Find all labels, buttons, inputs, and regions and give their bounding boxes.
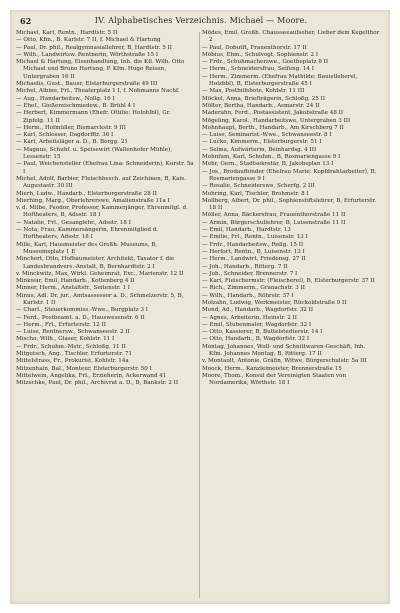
directory-entry: — Agnes, Arbeiterin, Heinstr. 2 II	[202, 314, 297, 321]
directory-entry: — Paul, Weichensteller (Ehefrau Lina: Schneiderin), Kurstr. 5a I	[16, 161, 194, 175]
directory-entry: — Emilie, Frl., Rentn., Luisenstr. 13 I	[202, 234, 308, 241]
directory-entry: Michel, Albine, Frl., Theaterplatz 1 I, f. Nohmanns Nachf.	[16, 88, 180, 95]
directory-entry: Mitzschke, Paul, Dr. phil., Archivrat a. D., B, Bankstr. 2 II	[16, 380, 179, 387]
directory-entry: — Emil, Handarb., Hardtstr. 13	[202, 227, 291, 234]
directory-entry: Mohnfum, Karl, Schuhm., B, Rosmariengasse 9 I	[202, 154, 341, 161]
directory-entry: Mohring, Karl, Tischler, Brohmstr. 8 I	[202, 190, 309, 197]
directory-entry: v. Minckwitz, Max, Wirkl. Geheimrat, Exc., Marienstr. 12 II	[16, 270, 184, 277]
directory-entry: — Paul, Dr. phil., Realgymnasiallehrer, B, Hardtstr. 5 II	[16, 44, 172, 51]
directory-entry: — Luise, Seminarist.-Wwe., Schwanseestr. 8 I	[202, 132, 332, 139]
directory-entry: Mierhing, Marg., Oberlehrerswe, Amalienstraße 11a I	[16, 197, 170, 204]
directory-entry: — Luise, Rentnersw., Schwanseestr. 2 II	[16, 329, 130, 336]
directory-entry: Mischo, Wilh., Glaser, Kohlstr. 11 I	[16, 336, 115, 343]
directory-entry: Mödes, Emil, Großh. Chausseeaufseher, Lieber dem Kegelthor 2	[202, 30, 380, 44]
directory-entry: — Frdr., Schuhmacherswe., Goetheplatz 8 II	[202, 59, 329, 66]
directory-entry: — Max, Postbilfsbote, Kohlstr. 11 III	[202, 88, 305, 95]
directory-entry: — Rich., Zimmerm., Granachstr. 3 II	[202, 285, 305, 292]
directory-entry: — Jos., Brodaufbinder (Ehefrau Marie: Kopfdrahtarbeiter), B, Rosmariengasse 9 I	[202, 168, 377, 182]
directory-entry: Minner, Herm., Anstaltsfr., Seitenstr. 1 I	[16, 285, 130, 292]
directory-entry: — Natalie, Frl., Gesanglehr., Adsstr. 18 I	[16, 219, 131, 226]
directory-entry: Mölter, Bertha, Handarb., Asmarstr. 24 II	[202, 102, 320, 109]
directory-entry: — Emil, Stubenmaler, Wagdorfstr. 32 I	[202, 321, 312, 328]
directory-entry: Mohr, Gern., Stadtsekretär, B, Jakobsplan 13 I	[202, 161, 334, 168]
directory-entry: — Herm., Frl., Erfurterstr. 12 II	[16, 321, 106, 328]
directory-entry: — Karl, Schlosser, Dagdorfftr. 36 I	[16, 132, 114, 139]
directory-entry: Mille, Karl, Hausmeister des Großh. Museums, B, Museumsplatz 1 E	[16, 241, 158, 255]
directory-entry: Michael & Hartung, Eisenhandlung, Inh. die Kfl. Wilh. Otto Michael und Bruno Hartung, P. Kfm. Hugo Reisen, Untergraben 16 II	[16, 59, 185, 80]
directory-entry: Mierh, Ludw., Handarb., Elsterburgerstraße 28 II	[16, 190, 158, 197]
directory-entry: — Karl, Arbeitsläger a. D., B. Bergg. 21	[16, 139, 128, 146]
directory-entry: v. Montault, Antonie, Gräfin, Witwe, Bürgerschulstr. 5a III	[202, 358, 367, 365]
directory-entry: — Otto, Kassierer, B, Buttelstedterstr. 14 I	[202, 329, 323, 336]
directory-entry: Michael, Karl, Rentn., Hardtstr. 5 II	[16, 30, 118, 36]
directory-entry: — Herm., Zimmerm. (Ehefrau Mathilde: Bauistleherel, Holzbbl), B, Elsterburgerstraße 45 I	[202, 73, 358, 88]
directory-entry: Minchert, Otto, Hofbaumeister, Architekt, Taxator f. die Landesbrandvers.-Anstalt, B, Bernhardtstr. 2 I	[16, 256, 175, 270]
directory-entry: Mittelwein, Angelika, Frl., Erzieherin, Ackerwand 41	[16, 372, 167, 379]
page-number: 62	[20, 16, 32, 26]
directory-entry: — Wilh., Handarb., Röhrstr. 37 I	[202, 292, 294, 299]
directory-entry: — Charl., Steuerkommiss.-Wwe., Burgplatz 3 I	[16, 307, 148, 314]
directory-entry: — Herfort, Rentn., B, Luisenstr. 13 I	[202, 248, 305, 255]
directory-entry: — Herm., Hofmüller, Bismarckstr. 9 III	[16, 124, 126, 131]
directory-entry: Mitzenhain, Bal., Monteur, Elsterburgerstr. 50 I	[16, 365, 152, 372]
directory-entry: — Wilh., Landwirtsw. Rentnerin, Wörthstraße 15 I	[16, 51, 159, 58]
directory-entry: Minkwar, Emil, Handarb., Kottenberg 4 II	[16, 278, 135, 285]
directory-entry: — Herbert, Kimmermann (Ehefr. Ottilie: Hofohlbl), Gr. Zipfelg. 11 II	[16, 110, 171, 124]
directory-entry: Michel, Adolf, Barbier, Fleischbesch. auf Zeichinen, B, Kais. Augustastr. 30 III	[16, 175, 186, 190]
directory-entry: Michaelis, Gust., Bauer, Elsterburgerstraße 49 III	[16, 81, 158, 88]
directory-entry: Montag, Johannes, Woll- und Schnittwaren-Geschäft, Inh. Kfm. Johannes Montag, B, Ritterg. 17 II	[202, 343, 366, 358]
right-column	[202, 30, 380, 388]
directory-entry: — Rosalie, Schneiderswe, Scherfg. 2 III	[202, 183, 315, 190]
directory-entry: — Nota, Frau, Kammersängerin, Ehrenmitglied d. Hoftheaters, Adsstr. 18 I	[16, 227, 159, 241]
directory-entry: Maderahn, Ferd., Postassistent, Jakobstraße 48 II	[202, 110, 344, 117]
directory-entry: — Herm., Schneidersfrau, Seifeng. 14 I	[202, 66, 314, 73]
directory-entry: Mittelstrass, Fr., Prokurist, Kohlstr. 14a	[16, 358, 129, 365]
directory-entry: — Frdr., Schuhm.-Mstr., Schloßg. 11 II	[16, 343, 126, 350]
directory-entry: Mohnhaupt, Berth., Handarb., Am Kirschberg 7 II	[202, 124, 344, 131]
directory-entry: Moock, Herm., Kanzleimeister, Brennerstraße 15	[202, 365, 342, 372]
directory-entry: — Frdr., Handarbeitsw., Rollg. 15 II	[202, 241, 304, 248]
directory-entry: Möckel, Anna, Briefträgerin, Schloßg. 25 II	[202, 95, 326, 102]
directory-entry: — Magnus, Schuhf. u. Speisewirt (Wallenhofer Mühle), Lessenstr. 15	[16, 146, 173, 161]
directory-entry: — Otto, Kfm., B. Karlstr. 7 II, f. Michael & Hartung	[16, 37, 161, 44]
directory-entry: — Otto, Handarb., B, Wagdorfstr. 32 I	[202, 336, 310, 343]
directory-entry: — Selma, Aufwärterin, Beinhardsg. 4 III	[202, 146, 317, 153]
left-column	[16, 30, 194, 388]
directory-entry: Mögeling, Karol., Handarbeitswe, Untergraben 3 III	[202, 117, 351, 124]
page-title: IV. Alphabetisches Verzeichnis. Michael — Moore.	[94, 16, 308, 25]
directory-entry: — Ehef., Gießereischmiedew., B. Brühl 4 I	[16, 102, 136, 109]
page-header	[20, 14, 382, 28]
directory-entry: Mond, Ad., Handarb., Wagdorfstr. 32 II	[202, 307, 314, 314]
directory-entry: — Lucke, Kimmerm., Elsterburgerstr. 51 I	[202, 139, 322, 146]
directory-entry: Molzahn, Ludwig, Werkmeister, Rückoldstraße 9 II	[202, 299, 347, 306]
directory-entry: — Karl, Fleischermstr. (Fleischerei), B, Elsterburgerstr. 37 II	[202, 278, 375, 285]
directory-entry: — Joh., Handarb., Ritterg. 7 II	[202, 263, 288, 270]
directory-entry: Mollberg, Albert, Dr. phil., Sophienstiftslehrer, B, Erfurterstr. 18 II	[202, 197, 377, 212]
directory-entry: Mitgutsch, Ang., Tischler, Erfurterstr. 71	[16, 351, 132, 358]
directory-entry: — Herm., Landwirt, Friedensg. 27 II	[202, 256, 306, 263]
directory-entry: Minus, Adl. Dr. jur., Amtsassessor a. D., Schmelzerstr. 5, B, Karlstr. 1 II	[16, 292, 184, 306]
directory-entry: Möller, Anna, Bäckersfrau, Frauenthorstraße 11 II	[202, 212, 346, 219]
directory-entry: — Aug., Handarbeitsw., Nollg. 16 I	[16, 95, 115, 102]
directory-entry: v. d. Milbe, Feodor, Professor, Kammerjänger, Ehrenmitgl. d. Hoftheaters, B, Adsstr. 18 I	[16, 205, 188, 219]
column-divider	[199, 32, 200, 598]
directory-entry: — Armin, Bürgerschullehrer, B, Luisenstraße 11 II	[202, 219, 346, 226]
directory-entry: Möbius, Ehm., Schulvogt, Sophienstr. 2 I	[202, 51, 319, 58]
directory-page	[10, 10, 390, 604]
directory-entry: Moore, Thom., Konsul der Vereinigten Staaten von Nordamerika, Wörthstr. 18 I	[202, 372, 347, 387]
directory-entry: — Ferd., Postbeamt. a. D., Hauswesenstr. 6 II	[16, 314, 145, 321]
directory-entry: — Joh., Schneider, Brennerstr. 7 I	[202, 270, 298, 277]
directory-entry: — Paul, Dobutft, Frauenthorstr. 17 II	[202, 44, 307, 51]
